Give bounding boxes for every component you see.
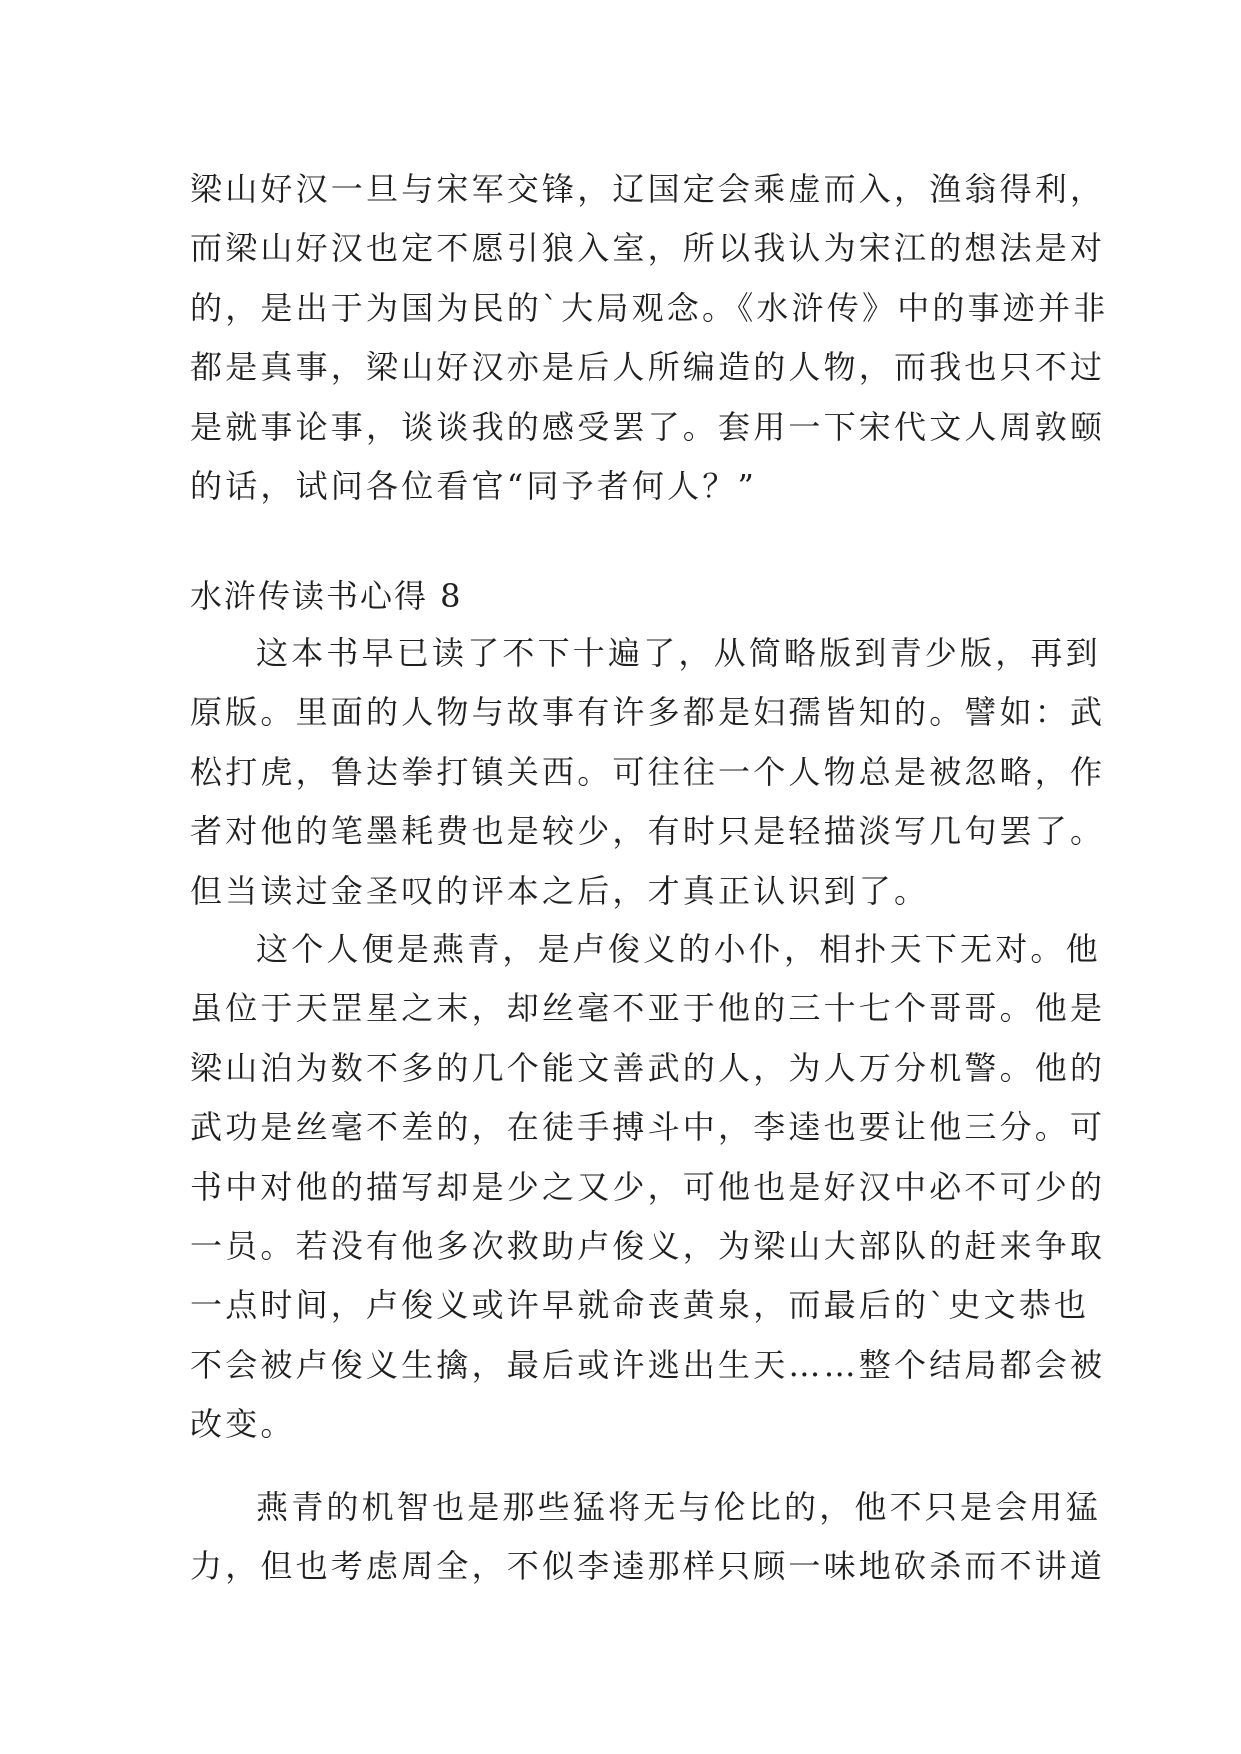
text-line: 一员。若没有他多次救助卢俊义，为梁山大部队的赶来争取 [190, 1226, 1106, 1265]
section-heading: 水浒传读书心得 8 [190, 577, 463, 615]
text-line: 这个人便是燕青，是卢俊义的小仆，相扑天下无对。他 [256, 930, 1101, 968]
paragraph-continuation [190, 160, 1109, 516]
text-line: 梁山泊为数不多的几个能文善武的人，为人万分机警。他的 [190, 1048, 1106, 1087]
text-line: 是就事论事，谈谈我的感受罢了。套用一下宋代文人周敦颐 [190, 407, 1106, 446]
text-line: 不会被卢俊义生擒，最后或许逃出生天……整个结局都会被 [190, 1345, 1106, 1384]
text-line: 而梁山好汉也定不愿引狼入室，所以我认为宋江的想法是对 [190, 229, 1106, 268]
text-line: 者对他的笔墨耗费也是较少，有时只是轻描淡写几句罢了。 [190, 812, 1106, 851]
text-line: 燕青的机智也是那些猛将无与伦比的，他不只是会用猛 [256, 1488, 1101, 1526]
text-line: 的，是出于为国为民的`大局观念。《水浒传》中的事迹并非 [190, 288, 1109, 327]
paragraph-yanqing [190, 920, 1106, 1455]
text-line: 但当读过金圣叹的评本之后，才真正认识到了。 [190, 871, 930, 910]
text-line: 书中对他的描写却是少之又少，可他也是好汉中必不可少的 [190, 1167, 1106, 1206]
text-line: 一点时间，卢俊义或许早就命丧黄泉，而最后的`史文恭也 [190, 1286, 1090, 1325]
text-line: 梁山好汉一旦与宋军交锋，辽国定会乘虚而入，渔翁得利， [190, 170, 1106, 208]
text-line: 虽位于天罡星之末，却丝毫不亚于他的三十七个哥哥。他是 [190, 989, 1106, 1028]
text-line: 原版。里面的人物与故事有许多都是妇孺皆知的。譬如：武 [190, 693, 1106, 732]
text-line: 武功是丝毫不差的，在徒手搏斗中，李逵也要让他三分。可 [190, 1108, 1106, 1147]
text-line: 的话，试问各位看官“同予者何人？” [190, 466, 758, 505]
paragraph-intro [190, 624, 1106, 921]
text-line: 松打虎，鲁达拳打镇关西。可往往一个人物总是被忽略，作 [190, 752, 1106, 791]
text-line: 改变。 [190, 1405, 296, 1444]
text-line: 力，但也考虑周全，不似李逵那样只顾一味地砍杀而不讲道 [190, 1547, 1106, 1586]
paragraph-wisdom [190, 1478, 1106, 1597]
text-line: 这本书早已读了不下十遍了，从简略版到青少版，再到 [256, 634, 1101, 672]
text-line: 都是真事，梁山好汉亦是后人所编造的人物，而我也只不过 [190, 348, 1106, 387]
